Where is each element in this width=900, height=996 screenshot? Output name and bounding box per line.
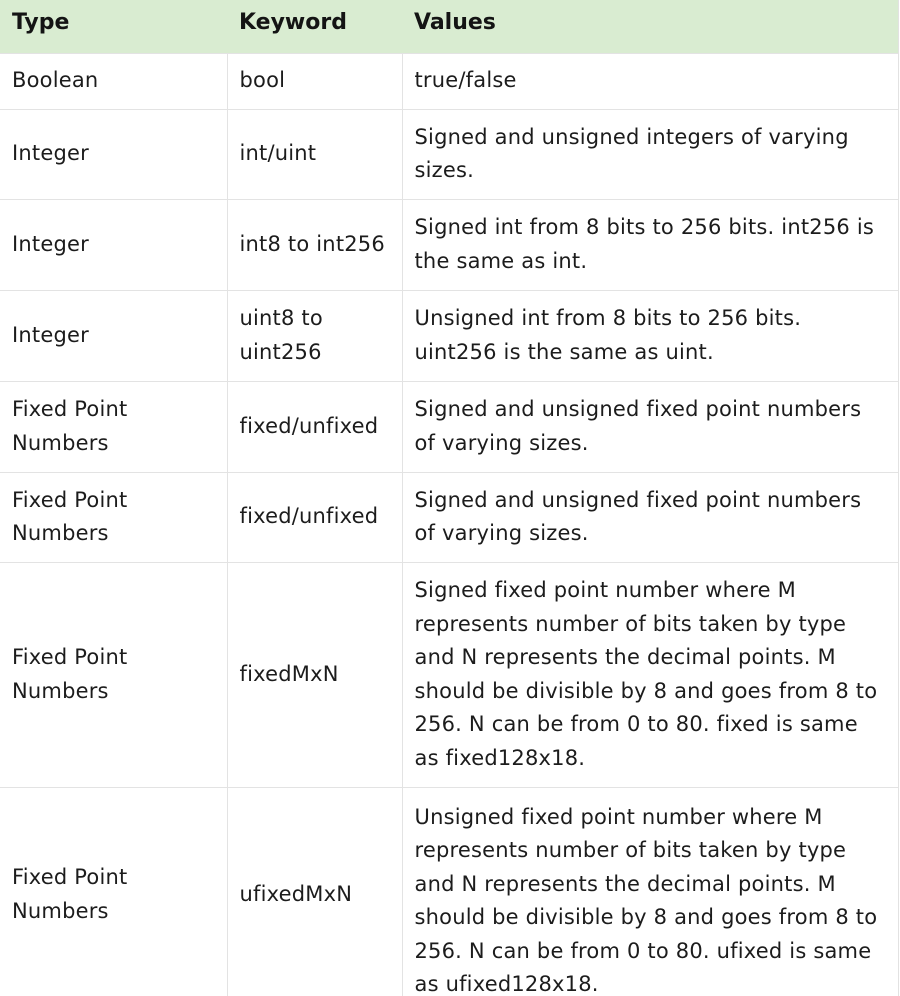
cell-keyword: int/uint: [227, 109, 402, 199]
cell-type: Boolean: [0, 53, 227, 109]
cell-keyword: fixed/unfixed: [227, 472, 402, 562]
table-row: [0, 562, 898, 787]
cell-values: true/false: [402, 53, 898, 109]
cell-keyword: fixed/unfixed: [227, 381, 402, 472]
table-row: [0, 53, 898, 109]
cell-type: Fixed Point Numbers: [0, 472, 227, 562]
table-row: [0, 199, 898, 290]
header-values: Values: [402, 0, 898, 53]
cell-values: Signed and unsigned integers of varying sizes.: [402, 109, 898, 199]
cell-keyword: ufixedMxN: [227, 787, 402, 996]
cell-values: Signed fixed point number where M represents number of bits taken by type and N represents the decimal points. M should be divisible by 8 and goes from 8 to 256. N can be from 0 to 80. fixed is same as fixed128x18.: [402, 562, 898, 787]
cell-values: Unsigned fixed point number where M represents number of bits taken by type and N represents the decimal points. M should be divisible by 8 and goes from 8 to 256. N can be from 0 to 80. ufixed is same as ufixed128x18.: [402, 787, 898, 996]
cell-type: Fixed Point Numbers: [0, 787, 227, 996]
cell-type: Fixed Point Numbers: [0, 381, 227, 472]
cell-type: Integer: [0, 109, 227, 199]
cell-keyword: int8 to int256: [227, 199, 402, 290]
cell-type: Integer: [0, 290, 227, 381]
cell-type: Fixed Point Numbers: [0, 562, 227, 787]
table-row: [0, 472, 898, 562]
cell-values: Signed and unsigned fixed point numbers of varying sizes.: [402, 381, 898, 472]
table-row: [0, 109, 898, 199]
table-row: [0, 290, 898, 381]
table-header-row: [0, 0, 898, 53]
cell-keyword: fixedMxN: [227, 562, 402, 787]
header-keyword: Keyword: [227, 0, 402, 53]
cell-type: Integer: [0, 199, 227, 290]
table-row: [0, 787, 898, 996]
cell-values: Signed int from 8 bits to 256 bits. int256 is the same as int.: [402, 199, 898, 290]
cell-values: Unsigned int from 8 bits to 256 bits. uint256 is the same as uint.: [402, 290, 898, 381]
header-type: Type: [0, 0, 227, 53]
cell-keyword: bool: [227, 53, 402, 109]
table-row: [0, 381, 898, 472]
cell-values: Signed and unsigned fixed point numbers of varying sizes.: [402, 472, 898, 562]
cell-keyword: uint8 to uint256: [227, 290, 402, 381]
